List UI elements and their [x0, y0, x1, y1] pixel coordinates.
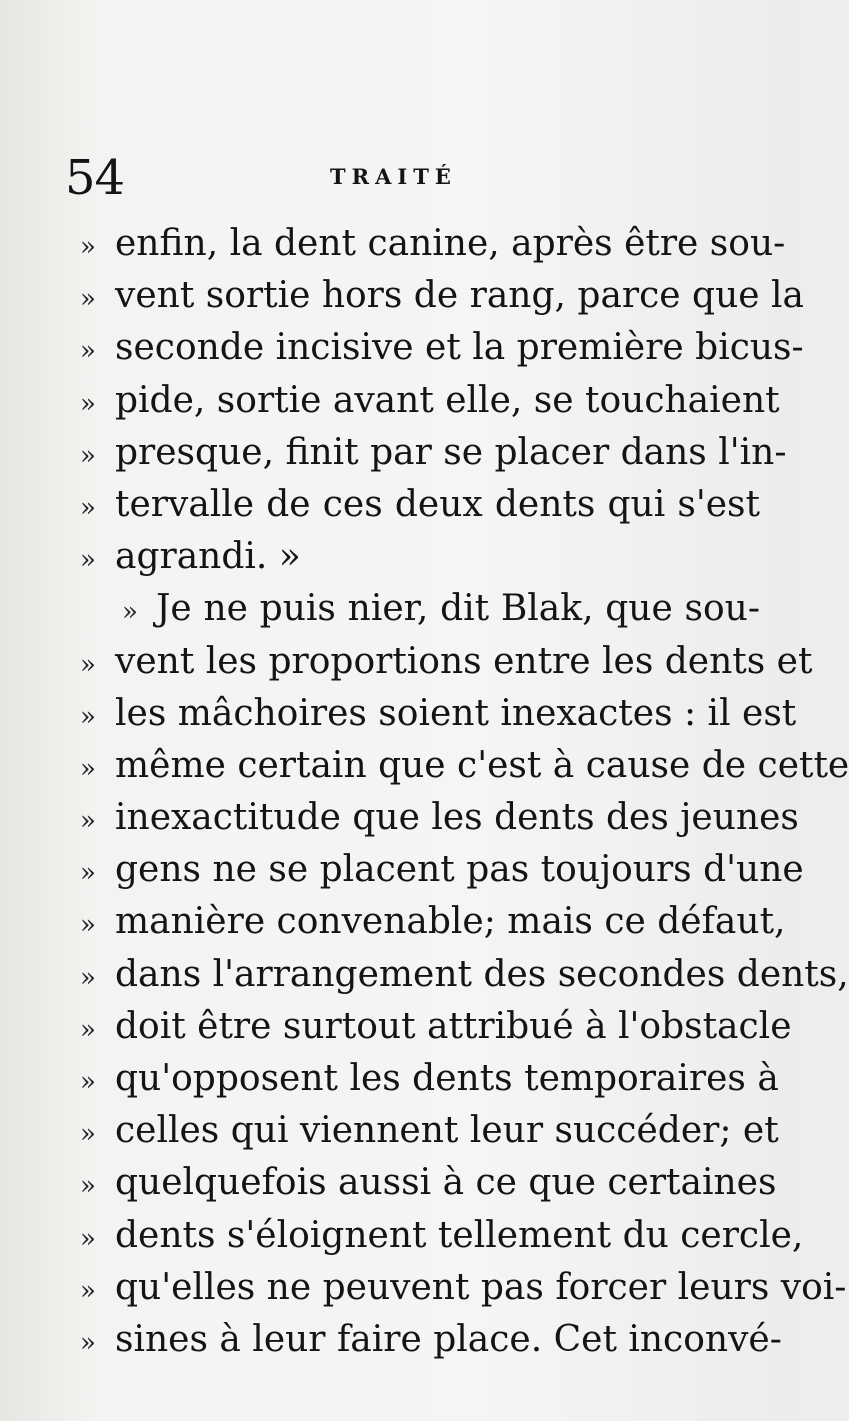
line-text: vent sortie hors de rang, parce que la: [115, 275, 804, 317]
text-line: [80, 218, 786, 270]
text-line: [80, 1105, 779, 1157]
quote-mark: »: [122, 597, 138, 628]
quote-mark: »: [80, 962, 96, 993]
line-text: doit être surtout attribué à l'obstacle: [115, 1005, 792, 1047]
text-line: [80, 896, 786, 948]
quote-mark: »: [80, 545, 96, 576]
page-number: 54: [65, 150, 125, 206]
quote-mark: »: [80, 232, 96, 262]
quote-mark: »: [80, 806, 96, 837]
quote-mark: »: [80, 858, 96, 889]
text-line: [80, 1262, 847, 1314]
text-line: [80, 792, 799, 844]
line-text: presque, finit par se placer dans l'in-: [115, 431, 787, 473]
line-text: qu'elles ne peuvent pas forcer leurs voi-: [115, 1266, 847, 1308]
text-line: [80, 844, 804, 896]
line-text: sines à leur faire place. Cet inconvé-: [115, 1318, 782, 1360]
line-text: Je ne puis nier, dit Blak, que sou-: [156, 588, 760, 630]
quote-mark: »: [80, 910, 96, 941]
quote-mark: »: [80, 753, 96, 784]
running-head: TRAITÉ: [330, 164, 457, 189]
text-line: [80, 949, 849, 1001]
quote-mark: »: [80, 701, 96, 732]
line-text: dents s'éloignent tellement du cercle,: [115, 1214, 804, 1256]
quote-mark: »: [80, 1223, 96, 1254]
line-text: inexactitude que les dents des jeunes: [115, 797, 799, 839]
line-text: tervalle de ces deux dents qui s'est: [115, 483, 760, 525]
quote-mark: »: [80, 649, 96, 680]
quote-mark: »: [80, 336, 96, 367]
text-line: [80, 531, 760, 583]
line-text: même certain que c'est à cause de cette: [115, 744, 849, 786]
text-line: [80, 688, 797, 740]
quote-mark: »: [80, 388, 96, 419]
text-line: [80, 479, 760, 531]
quote-mark: »: [80, 1014, 96, 1045]
quote-mark: »: [80, 1171, 96, 1202]
quote-mark: »: [80, 1067, 96, 1097]
text-line: [80, 322, 804, 374]
text-line: [80, 375, 780, 427]
text-line-paragraph-start: [80, 583, 760, 635]
line-text: seconde incisive et la première bicus-: [115, 327, 804, 369]
quote-mark: »: [80, 284, 96, 315]
quote-mark: »: [80, 1327, 96, 1358]
line-text: qu'opposent les dents temporaires à: [115, 1058, 779, 1099]
line-text: agrandi. »: [115, 536, 301, 578]
text-line: [80, 1157, 777, 1209]
text-line: [80, 270, 804, 322]
quote-mark: »: [80, 1119, 96, 1150]
body-text: [80, 218, 849, 1366]
line-text: pide, sortie avant elle, se touchaient: [115, 379, 780, 421]
text-line: [80, 427, 787, 479]
line-text: celles qui viennent leur succéder; et: [115, 1110, 779, 1152]
line-text: gens ne se placent pas toujours d'une: [115, 849, 804, 891]
line-text: manière convenable; mais ce défaut,: [115, 901, 786, 943]
quote-mark: »: [80, 492, 96, 523]
line-text: enfin, la dent canine, après être sou-: [115, 223, 786, 264]
line-text: quelquefois aussi à ce que certaines: [115, 1162, 777, 1204]
text-line: [80, 1314, 782, 1366]
text-line: [80, 1053, 779, 1105]
line-text: vent les proportions entre les dents et: [115, 640, 813, 682]
text-line: [80, 1001, 792, 1053]
line-text: dans l'arrangement des secondes dents,: [115, 953, 849, 995]
text-line: [80, 636, 813, 688]
quote-mark: »: [80, 440, 96, 471]
text-line: [80, 740, 849, 792]
text-line: [80, 1210, 804, 1262]
quote-mark: »: [80, 1275, 96, 1306]
line-text: les mâchoires soient inexactes : il est: [115, 692, 797, 734]
